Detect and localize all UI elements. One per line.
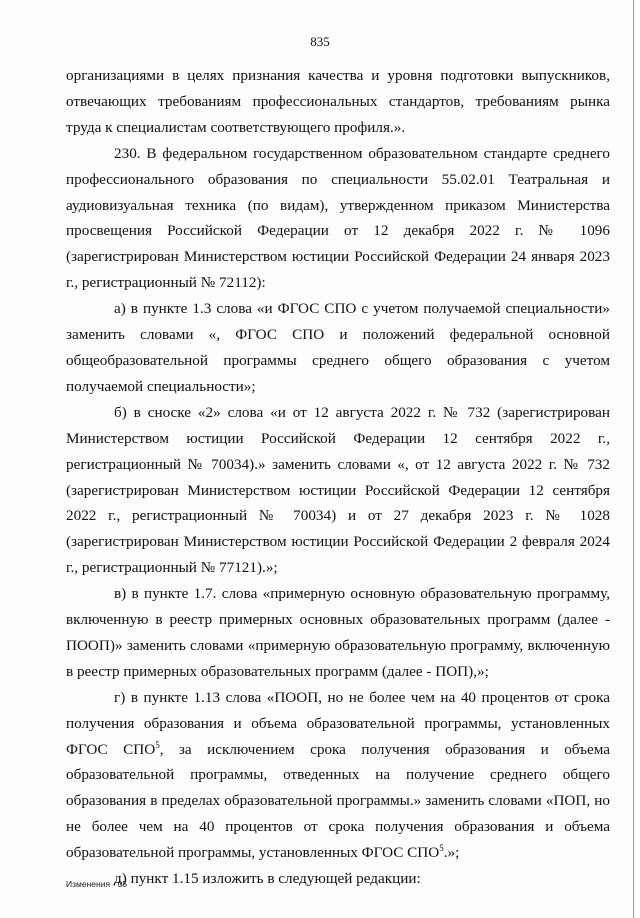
footer-note: Изменения - 05 bbox=[66, 879, 128, 889]
paragraph-item-g-part3: .»; bbox=[443, 844, 460, 862]
document-body bbox=[66, 63, 610, 892]
paragraph-item-g-part1: г) в пункте 1.13 слова «ПООП, но не более чем на 40 процентов от срока получения образования и объема образовательной программы, установленных ФГОС СПО bbox=[66, 688, 610, 758]
paragraph-item-v: в) в пункте 1.7. слова «примерную основную образовательную программу, включенную в реестр примерных основных образовательных программ (далее - ПООП)» заменить словами «примерную образовательную программу, включенную в реестр примерных образовательных программ (далее - ПОП),»; bbox=[66, 585, 610, 680]
paragraph-continuation: организациями в целях признания качества и уровня подготовки выпускников, отвечающих требованиям профессиональных стандартов, требованиям рынка труда к специалистам соответствующего профиля.». bbox=[66, 67, 610, 136]
page-number: 835 bbox=[310, 34, 330, 49]
paragraph-item-b: б) в сноске «2» слова «и от 12 августа 2022 г. № 732 (зарегистрирован Министерством юстиции Российской Федерации 12 сентября 2022 г., регистрационный № 70034).» заменить словами «, от 12 августа 2022 г. № 732 (зарегистрирован Министерством юстиции Российской Федерации 12 сентября 2022 г., регистрационный № 70034) и от 27 декабря 2023 г. № 1028 (зарегистрирован Министерством юстиции Российской Федерации 2 февраля 2024 г., регистрационный № 77121).»; bbox=[66, 403, 610, 577]
paragraph-item-a: а) в пункте 1.3 слова «и ФГОС СПО с учетом получаемой специальности» заменить словами «, ФГОС СПО и положений федеральной основной общеобразовательной программы среднего общего образования с учетом получаемой специальности»; bbox=[66, 300, 610, 395]
paragraph-item-g bbox=[66, 685, 610, 866]
footnote-ref: 5 bbox=[155, 739, 160, 750]
page-edge bbox=[633, 0, 634, 918]
paragraph-item-g-part2: , за исключением срока получения образования и объема образовательной программы, отведенных на получение среднего общего образования в пределах образовательной программы.» заменить словами «ПОП, но не более чем на 40 процентов от срока получения образования и объема образовательной программы, установленных ФГОС СПО bbox=[66, 740, 610, 862]
paragraph-item-230: 230. В федеральном государственном образовательном стандарте среднего профессионального образования по специальности 55.02.01 Театральная и аудиовизуальная техника (по видам), утвержденном приказом Министерства просвещения Российской Федерации от 12 декабря 2022 г. № 1096 (зарегистрирован Министерством юстиции Российской Федерации 24 января 2023 г., регистрационный № 72112): bbox=[66, 144, 610, 292]
paragraph-item-d: д) пункт 1.15 изложить в следующей редакции: bbox=[114, 870, 421, 888]
footnote-ref: 5 bbox=[439, 843, 444, 854]
